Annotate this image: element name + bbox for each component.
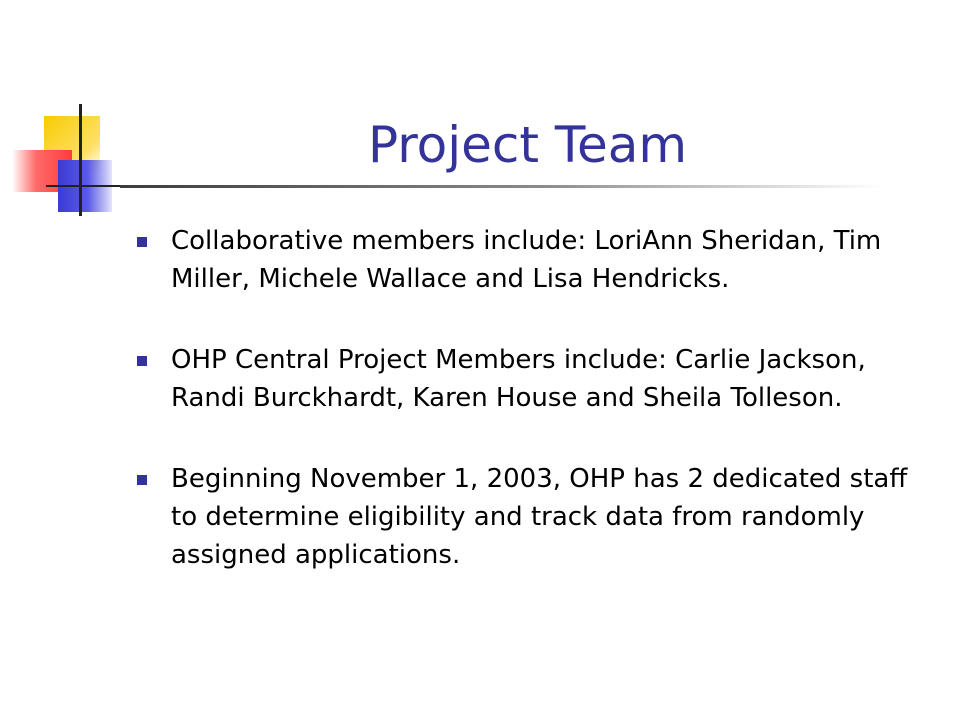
square-bullet-icon [137,356,147,366]
square-bullet-icon [137,475,147,485]
bullet-item [136,341,916,417]
bullet-item [136,460,916,574]
bullet-text: Collaborative members include: LoriAnn Sheridan, Tim Miller, Michele Wallace and Lisa Hendricks. [171,226,882,294]
slide-title: Project Team [367,116,688,174]
bullet-text: OHP Central Project Members include: Carlie Jackson, Randi Burckhardt, Karen House and Sheila Tolleson. [171,345,866,413]
square-bullet-icon [137,237,147,247]
bullet-item [136,222,916,298]
bullet-list [136,222,916,617]
bullet-text: Beginning November 1, 2003, OHP has 2 dedicated staff to determine eligibility and track data from randomly assigned applications. [171,464,908,570]
title-underline-rule [120,185,880,188]
